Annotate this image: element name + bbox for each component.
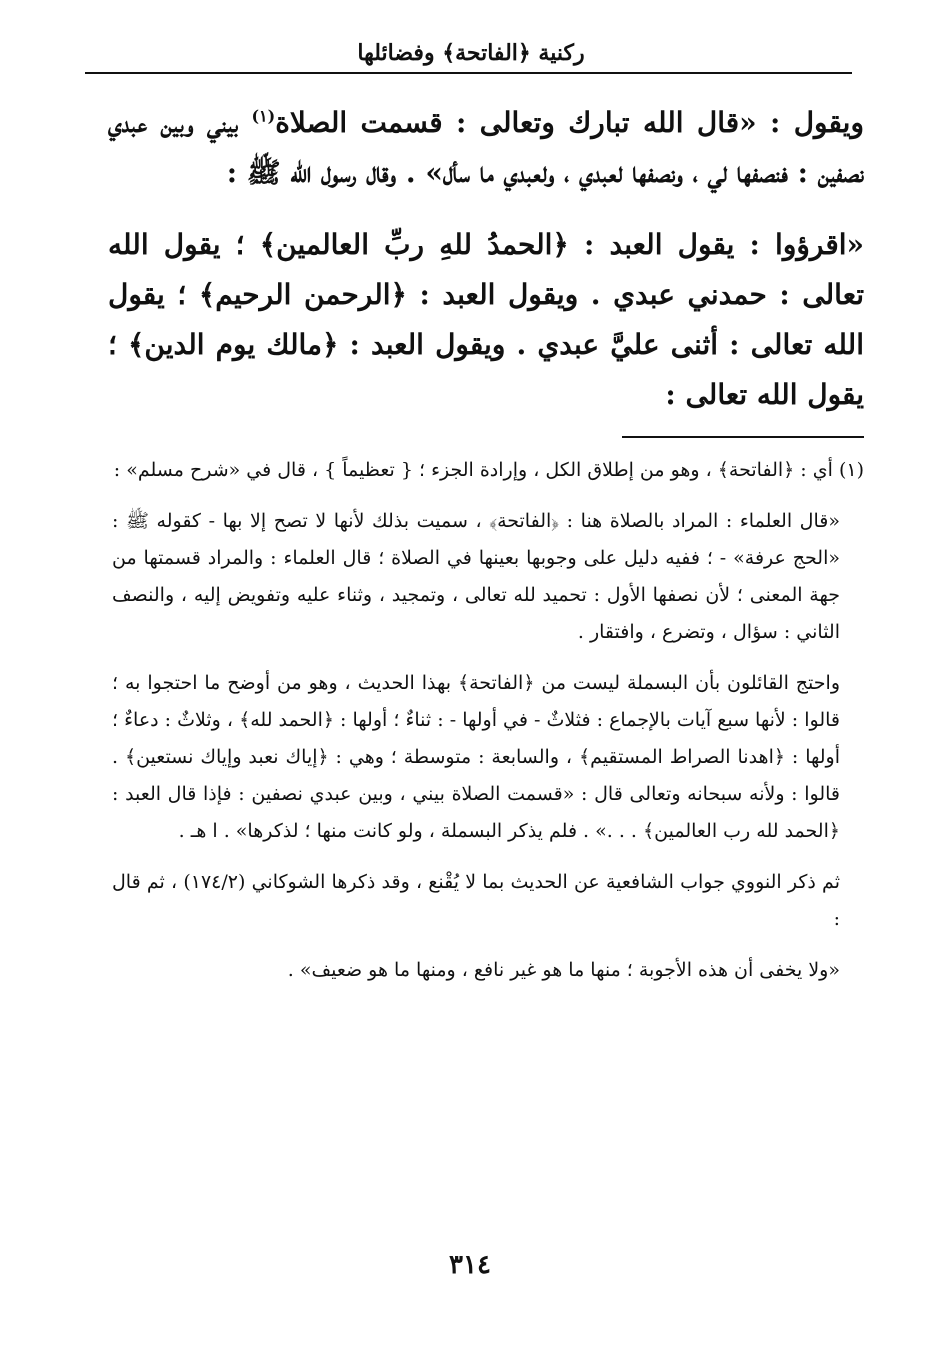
footnotes — [112, 452, 864, 989]
page-number: ٣١٤ — [449, 1250, 491, 1280]
main-paragraph-1-start: ويقول : «قال الله تبارك وتعالى : قسمت الصلاة — [275, 106, 864, 139]
footnote-marker[interactable]: (١) — [251, 106, 276, 126]
footnote-1-quote-2: «ولا يخفى أن هذه الأجوبة ؛ منها ما هو غير نافع ، ومنها ما هو ضعيف» . — [287, 959, 840, 981]
footnote-1-intro: (١) أي : ﴿الفاتحة﴾ ، وهو من إطلاق الكل ، وإرادة الجزء ؛ { تعظيماً } ، قال في «شرح مسلم» : — [113, 459, 864, 481]
header-rule — [85, 72, 852, 74]
main-paragraph-2: «اقرؤوا : يقول العبد : ﴿الحمدُ للهِ ربِّ العالمين﴾ ؛ يقول الله تعالى : حمدني عبدي . ويقول العبد : ﴿الرحمن الرحيم﴾ ؛ يقول الله تعالى : أثنى عليَّ عبدي . ويقول العبد : ﴿مالك يوم الدين﴾ ؛ يقول الله تعالى : — [108, 228, 864, 411]
main-text — [108, 98, 864, 420]
main-paragraph-1-end: بيني وبين عبدي نصفين : فنصفها لي ، ونصفها لعبدي ، ولعبدي ما سأل» . وقال رسول الله ﷺ : — [108, 106, 864, 189]
footnote-1-nawawi: ثم ذكر النووي جواب الشافعية عن الحديث بما لا يُقْنع ، وقد ذكرها الشوكاني (١٧٤/٢) ، ثم قال : — [112, 871, 840, 930]
footnote-1-argument: واحتج القائلون بأن البسملة ليست من ﴿الفاتحة﴾ بهذا الحديث ، وهو من أوضح ما احتجوا به ؛ قالوا : لأنها سبع آيات بالإجماع : فثلاثٌ - في أولها - : ثناءٌ ؛ أولها : ﴿الحمد لله﴾ ، وثلاثٌ : دعاءٌ ؛ أولها : ﴿اهدنا الصراط المستقيم﴾ ، والسابعة : متوسطة ؛ وهي : ﴿إياك نعبد وإياك نستعين﴾ . قالوا : ولأنه سبحانه وتعالى قال : «قسمت الصلاة بيني ، وبين عبدي نصفين : فإذا قال العبد : ﴿الحمد لله رب العالمين﴾ . . .» . فلم يذكر البسملة ، ولو كانت منها ؛ لذكرها» . ا هـ . — [112, 672, 840, 842]
footnote-1-quote: «قال العلماء : المراد بالصلاة هنا : ﴿الفاتحة﴾ ، سميت بذلك لأنها لا تصح إلا بها - كقوله ﷺ : «الحج عرفة» - ؛ ففيه دليل على وجوبها بعينها في الصلاة ؛ قال العلماء : والمراد قسمتها من جهة المعنى ؛ لأن نصفها الأول : تحميد لله تعالى ، وتمجيد ، وثناء عليه وتفويض إليه ، والنصف الثاني : سؤال ، وتضرع ، وافتقار . — [112, 510, 840, 643]
running-title: ركنية ﴿الفاتحة﴾ وفضائلها — [357, 40, 585, 66]
main-paragraph-1 — [108, 98, 864, 198]
footnote-rule — [622, 436, 864, 438]
